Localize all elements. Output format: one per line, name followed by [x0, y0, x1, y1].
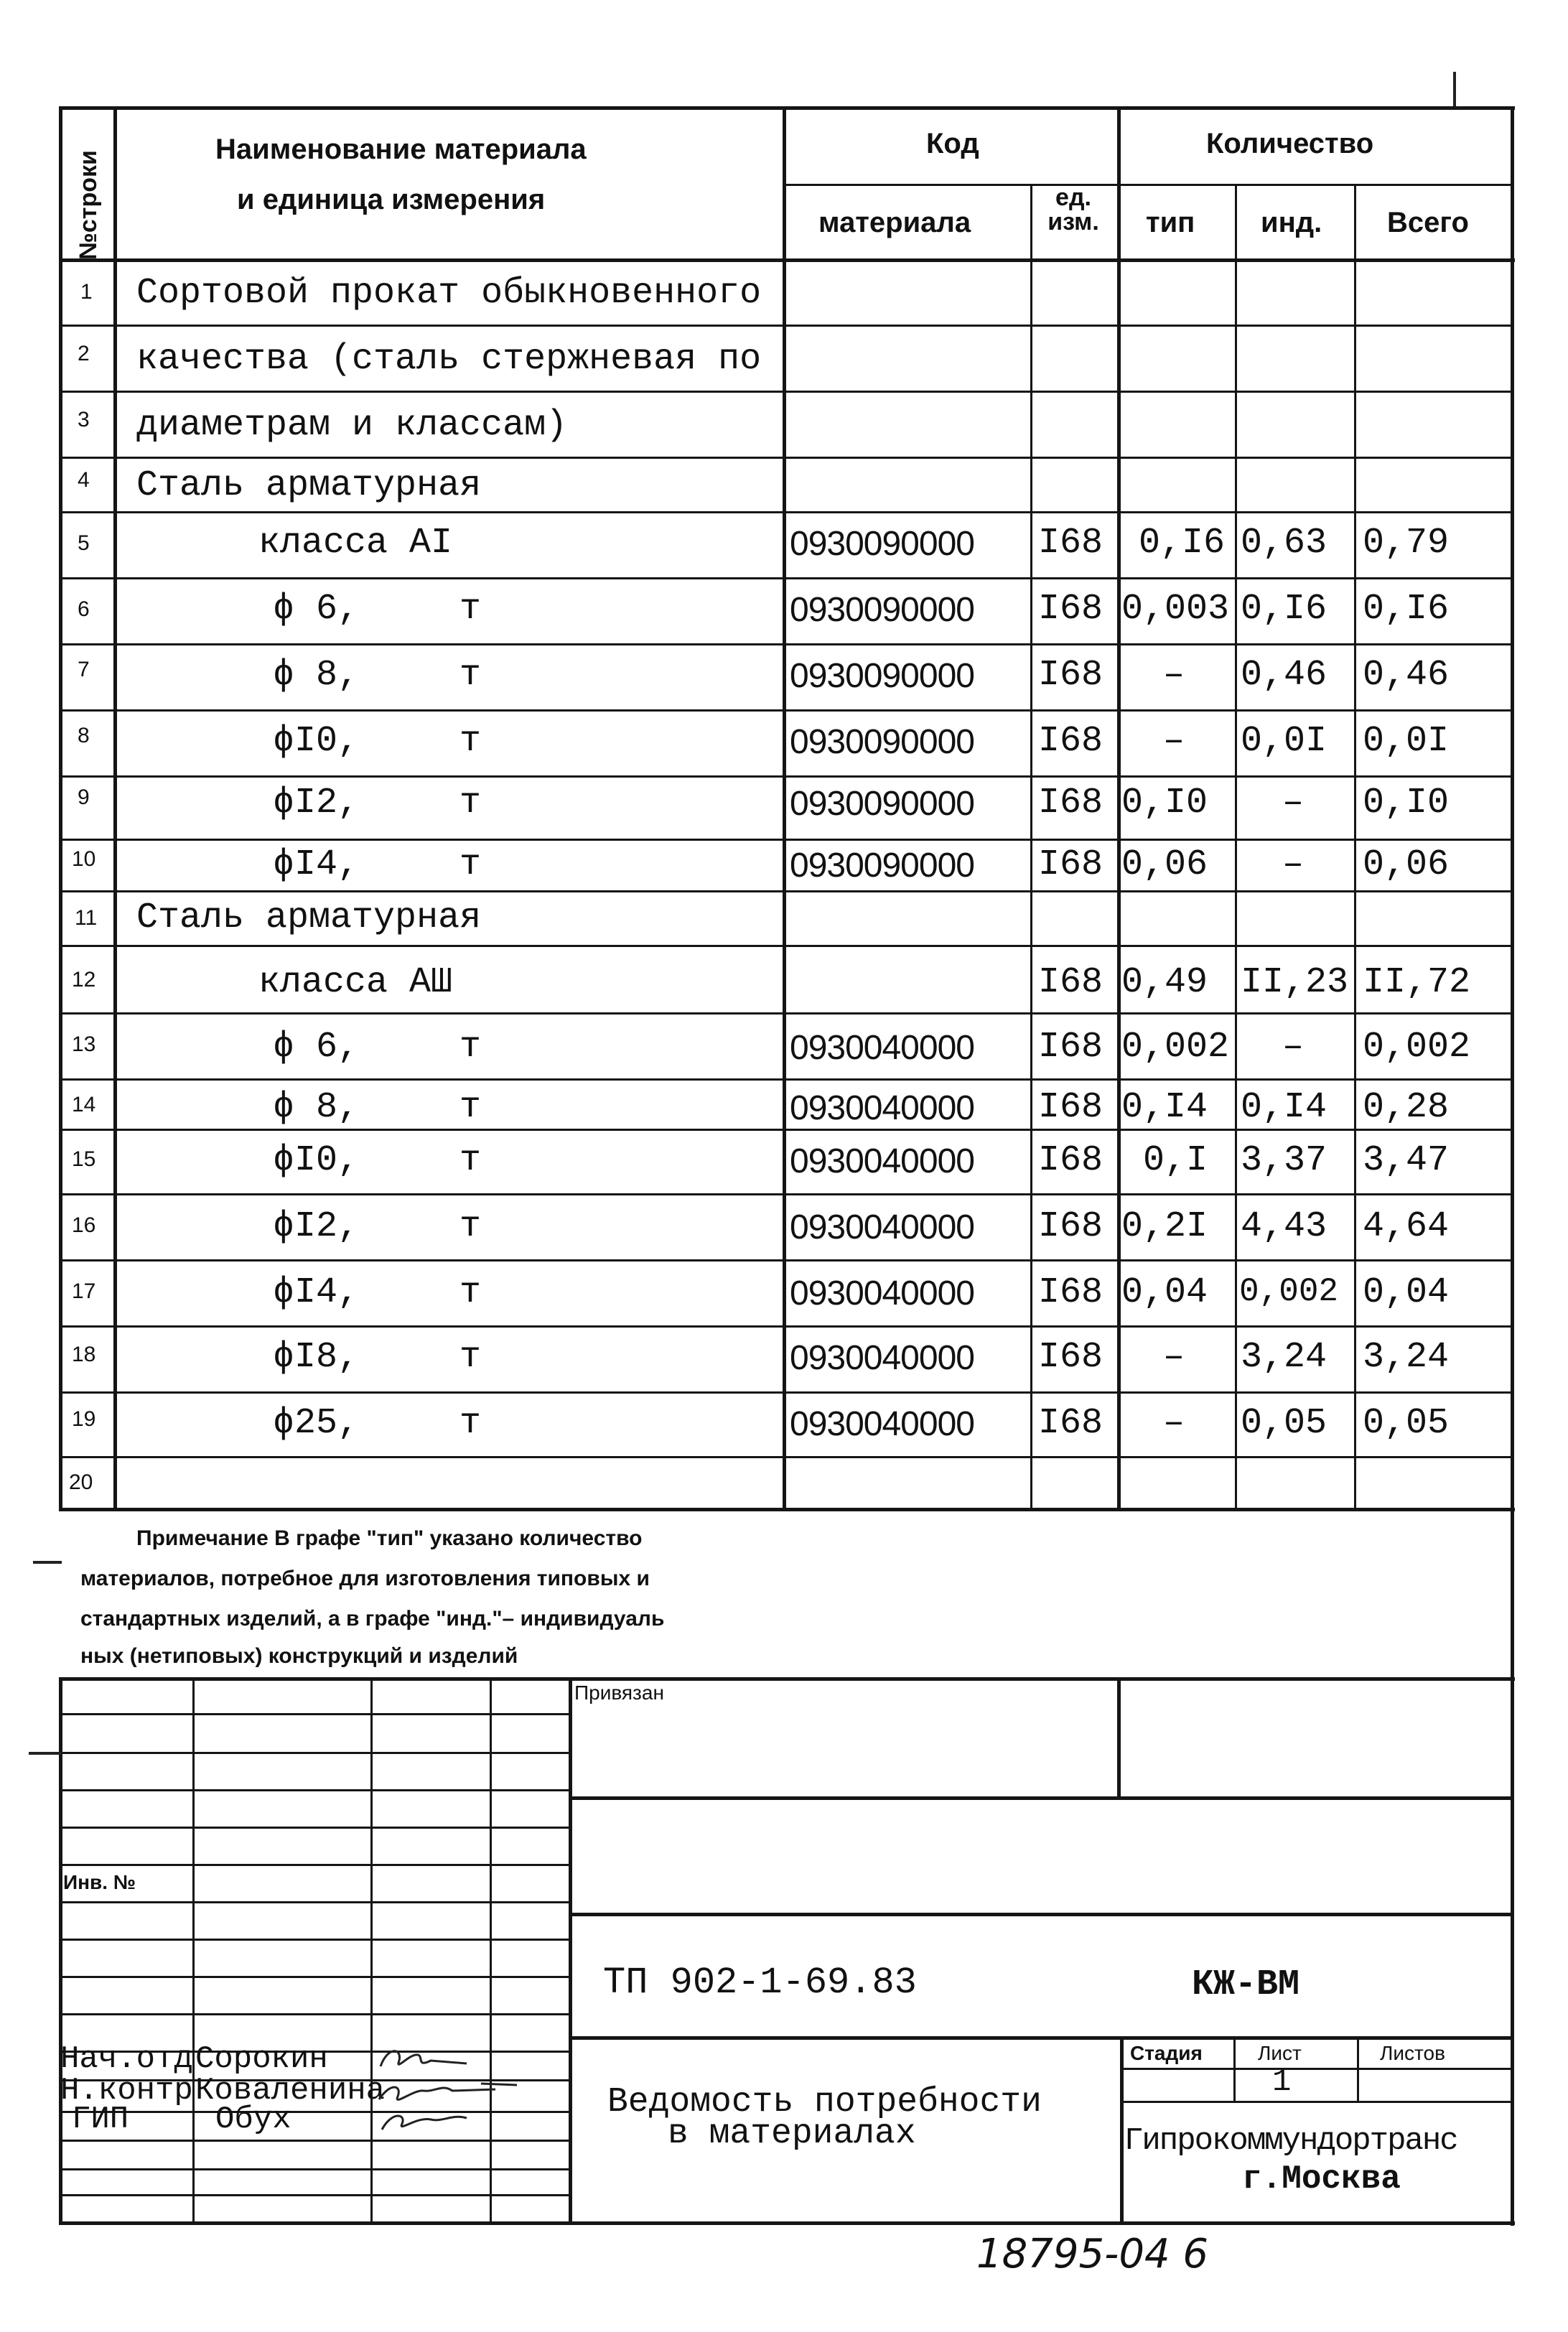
- row-type: –: [1163, 721, 1185, 762]
- row-unitname: т: [459, 1272, 482, 1313]
- document-code: ТП 902-1-69.83: [603, 1962, 917, 2004]
- row-ind: 0,002: [1239, 1273, 1339, 1310]
- header-unit: ед. изм.: [1047, 184, 1099, 235]
- row-name: ϕ 8,: [273, 655, 360, 696]
- row-unit: I68: [1038, 962, 1103, 1003]
- header-row-number: №строки: [75, 150, 102, 260]
- row-code: 0930040000: [790, 1274, 974, 1312]
- row-unit: I68: [1038, 783, 1103, 824]
- role-head-of-dept: Нач.отд: [60, 2041, 193, 2077]
- row-type: 0,I0: [1121, 783, 1208, 824]
- row-name: ϕ 6,: [273, 589, 360, 630]
- note-line-4: ных (нетиповых) конструкций и изделий: [80, 1644, 518, 1668]
- row-unitname: т: [459, 844, 482, 885]
- row-type: 0,06: [1121, 844, 1208, 885]
- row-number: 7: [78, 658, 90, 681]
- row-number: 10: [72, 847, 96, 871]
- row-total: 4,64: [1363, 1206, 1450, 1247]
- row-unit: I68: [1038, 844, 1103, 885]
- row-code: 0930090000: [790, 525, 974, 563]
- row-name: диаметрам и классам): [136, 405, 568, 446]
- archive-number: 18795-04 6: [976, 2231, 1209, 2277]
- row-ind: –: [1282, 844, 1305, 885]
- row-unit: I68: [1038, 1087, 1103, 1128]
- row-unitname: т: [459, 589, 482, 630]
- row-number: 5: [78, 531, 90, 555]
- row-code: 0930040000: [790, 1089, 974, 1127]
- row-unit: I68: [1038, 1272, 1103, 1313]
- row-name: ϕI8,: [273, 1337, 360, 1378]
- row-type: 0,2I: [1121, 1206, 1208, 1247]
- row-type: 0,I6: [1139, 523, 1226, 564]
- person-head-of-dept: Сорокин: [195, 2041, 328, 2077]
- stage-label: Стадия: [1130, 2042, 1203, 2064]
- role-norm-control: Н.контр: [60, 2073, 193, 2109]
- row-name: ϕI2,: [273, 1206, 360, 1247]
- row-unitname: т: [459, 1403, 482, 1444]
- row-total: 0,04: [1363, 1272, 1450, 1313]
- row-number: 9: [78, 785, 90, 809]
- row-name: ϕI4,: [273, 1272, 360, 1313]
- header-type: тип: [1146, 207, 1195, 238]
- row-total: 0,46: [1363, 655, 1450, 696]
- row-code: 0930040000: [790, 1405, 974, 1443]
- row-unit: I68: [1038, 1206, 1103, 1247]
- row-type: –: [1163, 1337, 1185, 1378]
- row-total: 0,0I: [1363, 721, 1450, 762]
- row-code: 0930090000: [790, 846, 974, 885]
- row-type: 0,49: [1121, 962, 1208, 1003]
- note-line-1: Примечание В графе "тип" указано количество: [136, 1526, 643, 1550]
- row-name: качества (сталь стержневая по: [136, 339, 762, 380]
- row-number: 4: [78, 468, 90, 492]
- row-total: 3,47: [1363, 1140, 1450, 1181]
- row-name: ϕ 8,: [273, 1087, 360, 1128]
- row-number: 18: [72, 1343, 96, 1366]
- row-code: 0930090000: [790, 723, 974, 761]
- row-number: 11: [75, 906, 98, 930]
- row-number: 2: [78, 342, 90, 365]
- row-type: –: [1163, 1403, 1185, 1444]
- row-total: II,72: [1363, 962, 1471, 1003]
- row-name: ϕI4,: [273, 844, 360, 885]
- row-name: ϕ25,: [273, 1403, 360, 1444]
- row-unitname: т: [459, 1337, 482, 1378]
- row-ind: 0,05: [1241, 1403, 1327, 1444]
- signature-scribbles: [373, 2039, 567, 2140]
- row-type: –: [1163, 655, 1185, 696]
- role-chief-engineer: ГИП: [72, 2102, 129, 2137]
- row-number: 17: [72, 1279, 96, 1303]
- inv-number-label: Инв. №: [63, 1871, 136, 1893]
- row-number: 8: [78, 724, 90, 747]
- sheet-mark: КЖ-ВМ: [1192, 1964, 1300, 2005]
- row-name: Сортовой прокат обыкновенного: [136, 273, 762, 314]
- row-unit: I68: [1038, 721, 1103, 762]
- sheet-label: Лист: [1258, 2042, 1302, 2064]
- header-code: Код: [926, 128, 979, 159]
- row-ind: –: [1282, 783, 1305, 824]
- edge-mark-left-1: [33, 1561, 62, 1564]
- row-number: 1: [80, 280, 93, 304]
- row-code: 0930040000: [790, 1142, 974, 1180]
- row-code: 0930040000: [790, 1029, 974, 1067]
- row-code: 0930040000: [790, 1208, 974, 1246]
- row-name: класса АI: [258, 523, 453, 564]
- edge-mark-left-2: [29, 1752, 62, 1755]
- header-ind: инд.: [1261, 207, 1322, 238]
- row-name: класса АШ: [258, 962, 453, 1003]
- row-name: ϕI0,: [273, 721, 360, 762]
- organization-line2: г.Москва: [1242, 2160, 1401, 2198]
- row-type: 0,I: [1143, 1140, 1208, 1181]
- row-unitname: т: [459, 1027, 482, 1068]
- header-quantity: Количество: [1206, 128, 1374, 159]
- row-ind: 0,I6: [1241, 589, 1327, 630]
- row-ind: 0,63: [1241, 523, 1327, 564]
- row-ind: 0,0I: [1241, 721, 1327, 762]
- row-name: ϕI0,: [273, 1140, 360, 1181]
- row-unit: I68: [1038, 1403, 1103, 1444]
- row-ind: 3,37: [1241, 1140, 1327, 1181]
- row-number: 19: [72, 1407, 96, 1431]
- row-number: 3: [78, 408, 90, 432]
- row-ind: –: [1282, 1027, 1305, 1068]
- row-unit: I68: [1038, 1337, 1103, 1378]
- document-title-line1: Ведомость потребности: [607, 2083, 1042, 2122]
- row-code: 0930090000: [790, 657, 974, 695]
- header-name-line1: Наименование материала: [215, 134, 587, 165]
- edge-mark-top: [1453, 72, 1456, 106]
- row-unit: I68: [1038, 655, 1103, 696]
- row-number: 20: [69, 1470, 93, 1494]
- row-number: 13: [72, 1032, 96, 1056]
- row-total: 0,06: [1363, 844, 1450, 885]
- row-ind: 4,43: [1241, 1206, 1327, 1247]
- header-code-material: материала: [818, 207, 971, 238]
- row-ind: 3,24: [1241, 1337, 1327, 1378]
- row-unitname: т: [459, 1140, 482, 1181]
- row-unit: I68: [1038, 523, 1103, 564]
- row-ind: II,23: [1241, 962, 1349, 1003]
- row-code: 0930090000: [790, 591, 974, 629]
- note-line-2: материалов, потребное для изготовления типовых и: [80, 1567, 650, 1590]
- header-total: Всего: [1387, 207, 1469, 238]
- row-unitname: т: [459, 1087, 482, 1128]
- row-total: 0,79: [1363, 523, 1450, 564]
- row-type: 0,003: [1121, 589, 1230, 630]
- row-number: 16: [72, 1213, 96, 1237]
- row-code: 0930090000: [790, 785, 974, 823]
- row-unit: I68: [1038, 589, 1103, 630]
- privyazan-label: Привязан: [574, 1682, 664, 1704]
- row-type: 0,I4: [1121, 1087, 1208, 1128]
- row-total: 0,I0: [1363, 783, 1450, 824]
- row-ind: 0,46: [1241, 655, 1327, 696]
- row-unitname: т: [459, 655, 482, 696]
- row-name: ϕI2,: [273, 783, 360, 824]
- row-total: 0,05: [1363, 1403, 1450, 1444]
- row-total: 3,24: [1363, 1337, 1450, 1378]
- row-number: 14: [72, 1093, 96, 1116]
- row-name: ϕ 6,: [273, 1027, 360, 1068]
- row-type: 0,002: [1121, 1027, 1230, 1068]
- row-ind: 0,I4: [1241, 1087, 1327, 1128]
- header-name-line2: и единица измерения: [237, 184, 546, 215]
- row-name: Сталь арматурная: [136, 465, 482, 506]
- row-unitname: т: [459, 783, 482, 824]
- sheets-label: Листов: [1380, 2042, 1445, 2064]
- document-title-line2: в материалах: [668, 2114, 916, 2153]
- row-total: 0,28: [1363, 1087, 1450, 1128]
- row-unitname: т: [459, 1206, 482, 1247]
- person-norm-control: Коваленина: [195, 2073, 386, 2109]
- note-line-3: стандартных изделий, а в графе "инд."– индивидуаль: [80, 1607, 665, 1631]
- organization-line1: Гипрокоммундортранс: [1124, 2123, 1457, 2159]
- person-chief-engineer: Обух: [215, 2102, 291, 2137]
- sheet-number: 1: [1272, 2064, 1292, 2100]
- row-name: Сталь арматурная: [136, 897, 482, 938]
- row-code: 0930040000: [790, 1339, 974, 1377]
- row-total: 0,002: [1363, 1027, 1471, 1068]
- row-number: 15: [72, 1147, 96, 1171]
- row-type: 0,04: [1121, 1272, 1208, 1313]
- row-number: 6: [78, 597, 90, 621]
- row-unit: I68: [1038, 1140, 1103, 1181]
- row-unit: I68: [1038, 1027, 1103, 1068]
- row-number: 12: [72, 968, 96, 992]
- row-total: 0,I6: [1363, 589, 1450, 630]
- row-unitname: т: [459, 721, 482, 762]
